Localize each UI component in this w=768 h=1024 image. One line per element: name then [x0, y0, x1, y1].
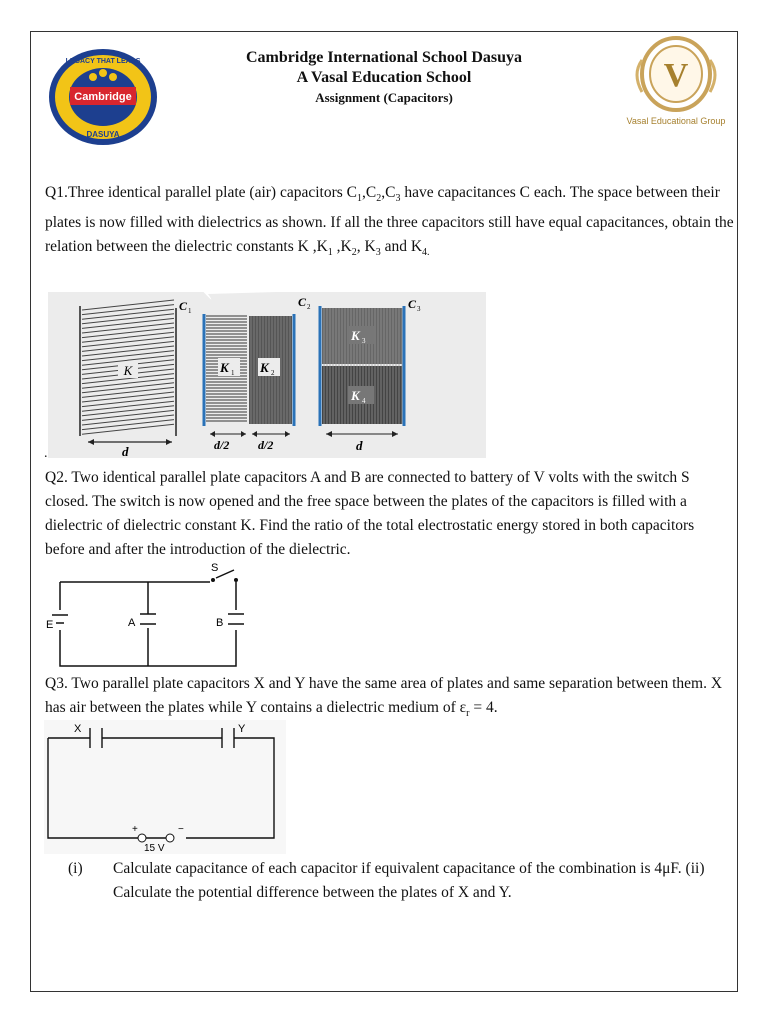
question-2: Q2. Two identical parallel plate capacitors A and B are connected to battery of V volts with the switch S closed. The switch is now opened and the free space between the plates of the capacitors is filled with a dielectric of dielectric constant K. Find the ratio of the total electrostatic energy stored in both capacitors before and after the introduction of the dielectric. [45, 469, 695, 558]
q3-eps-sub: r [466, 708, 470, 720]
label-a: A [128, 617, 136, 629]
label-15v: 15 V [144, 843, 165, 854]
q1-sub-c2: 2 [376, 193, 382, 205]
label-c3-sub: 3 [417, 305, 421, 313]
q1-sub-c1: 1 [357, 193, 362, 205]
label-minus: − [178, 824, 184, 835]
label-e: E [46, 619, 54, 631]
label-x: X [74, 723, 82, 735]
q1-sep1: ,C [362, 184, 377, 201]
label-c1-sub: 1 [188, 307, 192, 315]
label-d2-a: d/2 [214, 438, 230, 452]
label-b: B [216, 617, 224, 629]
q1-sub-k1: 1 [327, 247, 333, 259]
question-1 [45, 181, 735, 265]
label-c3: C [408, 297, 417, 311]
logo-left-name: Cambridge [74, 91, 132, 103]
label-c2-sub: 2 [307, 303, 311, 311]
logo-right-caption: Vasal Educational Group [626, 116, 726, 126]
label-y: Y [238, 723, 246, 735]
label-k2: K [260, 360, 269, 375]
label-k4-sub: 4 [362, 397, 366, 405]
label-k1-sub: 1 [231, 369, 235, 377]
label-k3-sub: 3 [362, 337, 366, 345]
q1-sub-k3: 3 [375, 247, 381, 259]
q1-sub-c3: 3 [395, 193, 401, 205]
q3-text: Q3. Two parallel plate capacitors X and Y have the same area of plates and same separation between them. X has air between the plates while Y contains a dielectric medium of ε [45, 675, 723, 716]
circuit-figure-q3 [44, 720, 286, 854]
logo-left-top-text: LEGACY THAT LEADS [65, 58, 141, 65]
school-subtitle: A Vasal Education School [296, 69, 472, 86]
logo-right-letter: V [663, 57, 689, 94]
capacitor-dielectric-figure [48, 286, 486, 458]
circuit-figure-q2 [40, 560, 250, 672]
question-3 [45, 672, 735, 726]
label-d2-b: d/2 [258, 438, 274, 452]
assignment-title: Assignment (Capacitors) [315, 90, 453, 105]
q3-item-number: (i) [68, 860, 83, 877]
label-d3: d [356, 438, 363, 453]
logo-left-bottom-text: DASUYA [86, 130, 120, 139]
q1-text-c: and K [380, 238, 423, 256]
stray-dot: . [44, 446, 48, 461]
q1-sep3: ,K [332, 238, 352, 256]
q1-text-b: have capacitances C each. The space between their plates is now filled with dielectrics as shown. If all the three capacitors still have equal capacitances, obtain the relation between the dielectric constants K ,K [45, 184, 734, 256]
label-k4: K [351, 388, 360, 403]
label-k3: K [351, 328, 360, 343]
q1-sub-k4: 4. [422, 247, 430, 259]
header [0, 48, 768, 108]
q1-sep2: ,C [381, 184, 396, 201]
q1-text-a: Q1.Three identical parallel plate (air) capacitors C [45, 184, 357, 201]
label-k: K [123, 363, 133, 378]
label-k1: K [220, 360, 229, 375]
label-k2-sub: 2 [271, 369, 275, 377]
label-c1: C [179, 299, 188, 313]
label-d1: d [122, 444, 129, 458]
school-name: Cambridge International School Dasuya [245, 49, 523, 66]
label-plus: + [132, 824, 138, 835]
q1-sep4: , K [356, 238, 376, 256]
q3-item-text: Calculate capacitance of each capacitor if equivalent capacitance of the combination is 4μF. (ii) Calculate the potential difference between the plates of X and Y. [113, 860, 705, 901]
q3-text-end: = 4. [469, 699, 498, 716]
label-s: S [211, 562, 219, 574]
label-c2: C [298, 295, 307, 309]
q1-sub-k2: 2 [351, 247, 357, 259]
